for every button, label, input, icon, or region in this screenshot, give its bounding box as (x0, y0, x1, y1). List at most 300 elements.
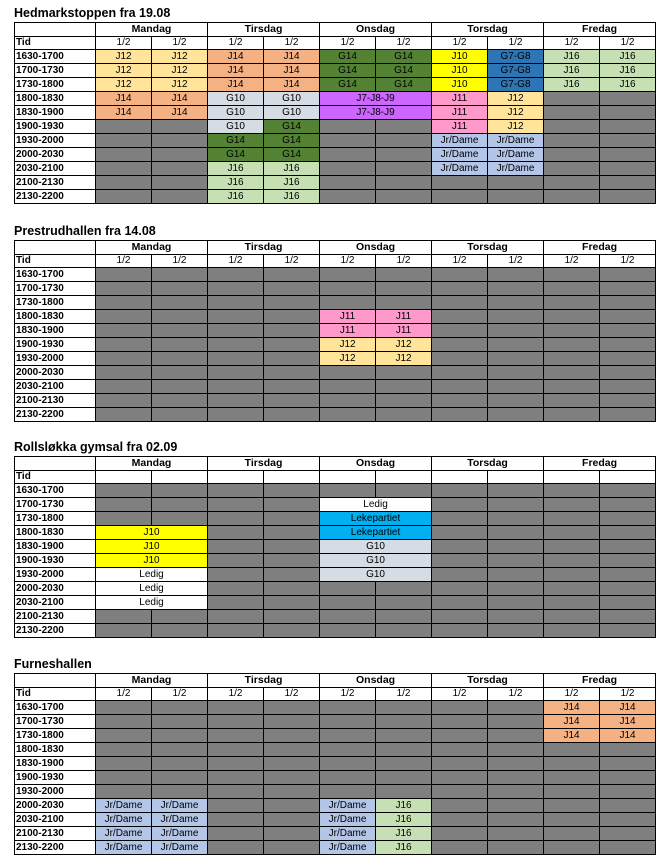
unavailable-slot (320, 715, 376, 729)
unavailable-slot (544, 512, 600, 526)
day-header-onsdag: Onsdag (320, 674, 432, 688)
unavailable-slot (152, 785, 208, 799)
unavailable-slot (600, 512, 656, 526)
unavailable-slot (600, 394, 656, 408)
unavailable-slot (488, 568, 544, 582)
booking-cell: J11 (320, 324, 376, 338)
unavailable-slot (544, 771, 600, 785)
unavailable-slot (432, 785, 488, 799)
unavailable-slot (152, 310, 208, 324)
unavailable-slot (600, 484, 656, 498)
unavailable-slot (600, 841, 656, 855)
unavailable-slot (264, 729, 320, 743)
unavailable-slot (264, 268, 320, 282)
unavailable-slot (264, 568, 320, 582)
unavailable-slot (376, 162, 432, 176)
unavailable-slot (488, 380, 544, 394)
half-label: 1/2 (152, 255, 208, 268)
unavailable-slot (432, 176, 488, 190)
booking-cell: G14 (264, 120, 320, 134)
unavailable-slot (376, 366, 432, 380)
unavailable-slot (600, 827, 656, 841)
tid-header: Tid (15, 471, 96, 484)
blank-cell (432, 471, 488, 484)
unavailable-slot (600, 380, 656, 394)
table-row (15, 64, 656, 78)
unavailable-slot (488, 596, 544, 610)
blank-cell (376, 471, 432, 484)
half-label: 1/2 (320, 255, 376, 268)
unavailable-slot (432, 582, 488, 596)
unavailable-slot (544, 785, 600, 799)
unavailable-slot (432, 701, 488, 715)
unavailable-slot (488, 841, 544, 855)
unavailable-slot (600, 624, 656, 638)
booking-cell: J10 (96, 526, 208, 540)
unavailable-slot (264, 813, 320, 827)
booking-cell: J12 (96, 64, 152, 78)
unavailable-slot (544, 394, 600, 408)
unavailable-slot (600, 785, 656, 799)
unavailable-slot (544, 408, 600, 422)
unavailable-slot (96, 176, 152, 190)
unavailable-slot (264, 540, 320, 554)
booking-cell: J14 (208, 50, 264, 64)
unavailable-slot (600, 813, 656, 827)
schedule-table (14, 240, 656, 422)
day-header-torsdag: Torsdag (432, 23, 544, 37)
time-slot: 1630-1700 (15, 701, 96, 715)
booking-cell: Jr/Dame (432, 148, 488, 162)
time-slot: 1930-2000 (15, 134, 96, 148)
unavailable-slot (320, 190, 376, 204)
unavailable-slot (264, 624, 320, 638)
unavailable-slot (488, 282, 544, 296)
booking-cell: J12 (320, 338, 376, 352)
unavailable-slot (96, 785, 152, 799)
unavailable-slot (96, 408, 152, 422)
unavailable-slot (544, 296, 600, 310)
unavailable-slot (376, 715, 432, 729)
time-slot: 1830-1900 (15, 757, 96, 771)
table-row (15, 512, 656, 526)
table-row (15, 841, 656, 855)
day-header-torsdag: Torsdag (432, 241, 544, 255)
day-header-onsdag: Onsdag (320, 23, 432, 37)
unavailable-slot (152, 120, 208, 134)
blank-cell (600, 471, 656, 484)
unavailable-slot (264, 701, 320, 715)
half-label: 1/2 (544, 688, 600, 701)
time-slot: 2100-2130 (15, 827, 96, 841)
booking-cell: Ledig (320, 498, 432, 512)
unavailable-slot (320, 120, 376, 134)
unavailable-slot (152, 408, 208, 422)
booking-cell: J11 (376, 324, 432, 338)
unavailable-slot (264, 610, 320, 624)
unavailable-slot (96, 757, 152, 771)
booking-cell: J11 (320, 310, 376, 324)
unavailable-slot (96, 120, 152, 134)
unavailable-slot (376, 484, 432, 498)
time-slot: 1900-1930 (15, 771, 96, 785)
booking-cell: G10 (208, 120, 264, 134)
unavailable-slot (600, 554, 656, 568)
time-slot: 1630-1700 (15, 50, 96, 64)
blank-cell (488, 471, 544, 484)
unavailable-slot (96, 743, 152, 757)
booking-cell: J7-J8-J9 (320, 92, 432, 106)
schedule-block-4 (14, 657, 656, 855)
day-header-fredag: Fredag (544, 23, 656, 37)
unavailable-slot (432, 282, 488, 296)
booking-cell: J16 (264, 190, 320, 204)
unavailable-slot (208, 799, 264, 813)
unavailable-slot (264, 799, 320, 813)
booking-cell: Jr/Dame (488, 134, 544, 148)
unavailable-slot (544, 827, 600, 841)
booking-cell: G10 (208, 92, 264, 106)
time-slot: 1700-1730 (15, 64, 96, 78)
section-title: Furneshallen (14, 657, 92, 671)
booking-cell: J16 (600, 64, 656, 78)
unavailable-slot (96, 729, 152, 743)
booking-cell: J10 (432, 64, 488, 78)
corner-cell (15, 241, 96, 255)
unavailable-slot (376, 596, 432, 610)
half-label: 1/2 (208, 255, 264, 268)
time-slot: 1830-1900 (15, 106, 96, 120)
unavailable-slot (376, 120, 432, 134)
table-row (15, 310, 656, 324)
unavailable-slot (376, 757, 432, 771)
booking-cell: J12 (376, 338, 432, 352)
booking-cell: G14 (208, 148, 264, 162)
unavailable-slot (432, 268, 488, 282)
table-row (15, 148, 656, 162)
table-row (15, 296, 656, 310)
table-row (15, 526, 656, 540)
time-slot: 2100-2130 (15, 394, 96, 408)
booking-cell: Lekepartiet (320, 526, 432, 540)
unavailable-slot (432, 338, 488, 352)
unavailable-slot (544, 799, 600, 813)
unavailable-slot (152, 624, 208, 638)
booking-cell: G10 (320, 568, 432, 582)
table-row (15, 554, 656, 568)
time-slot: 2100-2130 (15, 176, 96, 190)
booking-cell: Jr/Dame (96, 799, 152, 813)
booking-cell: J16 (376, 841, 432, 855)
unavailable-slot (152, 610, 208, 624)
unavailable-slot (544, 176, 600, 190)
unavailable-slot (264, 715, 320, 729)
booking-cell: J10 (96, 554, 208, 568)
unavailable-slot (600, 799, 656, 813)
unavailable-slot (208, 785, 264, 799)
day-header-tirsdag: Tirsdag (208, 674, 320, 688)
booking-cell: J12 (488, 106, 544, 120)
table-row (15, 394, 656, 408)
table-row (15, 120, 656, 134)
section-title: Hedmarkstoppen fra 19.08 (14, 6, 171, 20)
booking-cell: G14 (320, 50, 376, 64)
unavailable-slot (600, 310, 656, 324)
booking-cell: G14 (264, 134, 320, 148)
unavailable-slot (264, 554, 320, 568)
booking-cell: J10 (432, 50, 488, 64)
blank-cell (320, 471, 376, 484)
unavailable-slot (600, 296, 656, 310)
half-label: 1/2 (432, 37, 488, 50)
unavailable-slot (376, 282, 432, 296)
table-row (15, 743, 656, 757)
unavailable-slot (208, 282, 264, 296)
unavailable-slot (96, 394, 152, 408)
unavailable-slot (544, 148, 600, 162)
unavailable-slot (152, 162, 208, 176)
table-row (15, 366, 656, 380)
table-row (15, 596, 656, 610)
booking-cell: G14 (208, 134, 264, 148)
time-slot: 1900-1930 (15, 554, 96, 568)
unavailable-slot (208, 757, 264, 771)
time-slot: 1800-1830 (15, 310, 96, 324)
booking-cell: J16 (544, 50, 600, 64)
booking-cell: J14 (600, 701, 656, 715)
unavailable-slot (320, 408, 376, 422)
unavailable-slot (544, 596, 600, 610)
day-header-tirsdag: Tirsdag (208, 241, 320, 255)
unavailable-slot (432, 771, 488, 785)
unavailable-slot (208, 526, 264, 540)
unavailable-slot (152, 176, 208, 190)
time-slot: 2000-2030 (15, 366, 96, 380)
booking-cell: J14 (544, 701, 600, 715)
booking-cell: J14 (208, 78, 264, 92)
booking-cell: Jr/Dame (432, 162, 488, 176)
unavailable-slot (208, 715, 264, 729)
time-slot: 1730-1800 (15, 512, 96, 526)
half-label: 1/2 (376, 688, 432, 701)
unavailable-slot (376, 771, 432, 785)
half-label: 1/2 (376, 37, 432, 50)
unavailable-slot (96, 190, 152, 204)
unavailable-slot (208, 540, 264, 554)
unavailable-slot (152, 743, 208, 757)
unavailable-slot (264, 743, 320, 757)
unavailable-slot (264, 771, 320, 785)
table-row (15, 324, 656, 338)
unavailable-slot (208, 366, 264, 380)
time-slot: 1830-1900 (15, 540, 96, 554)
half-label: 1/2 (600, 255, 656, 268)
day-header-fredag: Fredag (544, 674, 656, 688)
unavailable-slot (432, 610, 488, 624)
booking-cell: G14 (320, 64, 376, 78)
unavailable-slot (264, 498, 320, 512)
booking-cell: G14 (264, 148, 320, 162)
unavailable-slot (376, 743, 432, 757)
table-row (15, 827, 656, 841)
unavailable-slot (544, 582, 600, 596)
unavailable-slot (432, 526, 488, 540)
unavailable-slot (320, 296, 376, 310)
booking-cell: G14 (376, 50, 432, 64)
table-row (15, 715, 656, 729)
table-row (15, 92, 656, 106)
unavailable-slot (544, 268, 600, 282)
unavailable-slot (152, 394, 208, 408)
unavailable-slot (376, 190, 432, 204)
unavailable-slot (96, 610, 152, 624)
booking-cell: J14 (152, 92, 208, 106)
unavailable-slot (432, 715, 488, 729)
unavailable-slot (320, 610, 376, 624)
blank-cell (544, 471, 600, 484)
corner-cell (15, 674, 96, 688)
unavailable-slot (96, 771, 152, 785)
day-header-mandag: Mandag (96, 23, 208, 37)
unavailable-slot (208, 771, 264, 785)
unavailable-slot (264, 484, 320, 498)
unavailable-slot (208, 268, 264, 282)
unavailable-slot (320, 148, 376, 162)
unavailable-slot (208, 512, 264, 526)
unavailable-slot (96, 268, 152, 282)
booking-cell: J12 (488, 120, 544, 134)
day-header-onsdag: Onsdag (320, 241, 432, 255)
unavailable-slot (432, 484, 488, 498)
unavailable-slot (544, 190, 600, 204)
booking-cell: G14 (320, 78, 376, 92)
half-label: 1/2 (264, 255, 320, 268)
unavailable-slot (488, 743, 544, 757)
unavailable-slot (96, 366, 152, 380)
booking-cell: G10 (264, 106, 320, 120)
unavailable-slot (544, 484, 600, 498)
unavailable-slot (264, 596, 320, 610)
tid-header: Tid (15, 688, 96, 701)
half-label: 1/2 (432, 255, 488, 268)
booking-cell: J14 (544, 729, 600, 743)
day-header-fredag: Fredag (544, 241, 656, 255)
unavailable-slot (488, 296, 544, 310)
unavailable-slot (320, 484, 376, 498)
booking-cell: Jr/Dame (432, 134, 488, 148)
booking-cell: Jr/Dame (152, 841, 208, 855)
unavailable-slot (488, 366, 544, 380)
unavailable-slot (96, 498, 152, 512)
unavailable-slot (488, 610, 544, 624)
day-header-torsdag: Torsdag (432, 674, 544, 688)
booking-cell: Ledig (96, 582, 208, 596)
time-slot: 2030-2100 (15, 162, 96, 176)
booking-cell: J14 (264, 64, 320, 78)
unavailable-slot (376, 701, 432, 715)
booking-cell: Jr/Dame (96, 841, 152, 855)
unavailable-slot (488, 813, 544, 827)
booking-cell: Jr/Dame (152, 799, 208, 813)
table-row (15, 610, 656, 624)
booking-cell: Jr/Dame (320, 841, 376, 855)
unavailable-slot (544, 813, 600, 827)
half-label: 1/2 (152, 37, 208, 50)
table-row (15, 50, 656, 64)
unavailable-slot (488, 799, 544, 813)
time-slot: 2030-2100 (15, 380, 96, 394)
table-row (15, 176, 656, 190)
day-header-mandag: Mandag (96, 241, 208, 255)
booking-cell: J16 (600, 50, 656, 64)
blank-cell (208, 471, 264, 484)
unavailable-slot (432, 729, 488, 743)
booking-cell: Ledig (96, 596, 208, 610)
booking-cell: J16 (264, 162, 320, 176)
unavailable-slot (600, 268, 656, 282)
unavailable-slot (96, 484, 152, 498)
unavailable-slot (432, 296, 488, 310)
unavailable-slot (432, 827, 488, 841)
unavailable-slot (544, 366, 600, 380)
booking-cell: J12 (96, 78, 152, 92)
schedule-block-2 (14, 224, 656, 422)
schedule-block-3 (14, 440, 656, 638)
unavailable-slot (152, 268, 208, 282)
unavailable-slot (376, 268, 432, 282)
corner-cell (15, 457, 96, 471)
unavailable-slot (376, 394, 432, 408)
blank-cell (264, 471, 320, 484)
unavailable-slot (264, 394, 320, 408)
unavailable-slot (320, 268, 376, 282)
unavailable-slot (96, 701, 152, 715)
unavailable-slot (208, 338, 264, 352)
time-slot: 1730-1800 (15, 729, 96, 743)
unavailable-slot (152, 380, 208, 394)
unavailable-slot (432, 554, 488, 568)
unavailable-slot (544, 841, 600, 855)
unavailable-slot (264, 380, 320, 394)
table-row (15, 799, 656, 813)
unavailable-slot (600, 120, 656, 134)
booking-cell: J14 (600, 729, 656, 743)
unavailable-slot (152, 701, 208, 715)
unavailable-slot (432, 324, 488, 338)
unavailable-slot (488, 554, 544, 568)
day-header-onsdag: Onsdag (320, 457, 432, 471)
unavailable-slot (208, 743, 264, 757)
unavailable-slot (544, 554, 600, 568)
table-row (15, 106, 656, 120)
time-slot: 1700-1730 (15, 715, 96, 729)
unavailable-slot (544, 120, 600, 134)
unavailable-slot (544, 380, 600, 394)
unavailable-slot (320, 282, 376, 296)
unavailable-slot (152, 282, 208, 296)
time-slot: 1630-1700 (15, 484, 96, 498)
unavailable-slot (488, 498, 544, 512)
unavailable-slot (264, 526, 320, 540)
half-label: 1/2 (320, 37, 376, 50)
unavailable-slot (544, 134, 600, 148)
unavailable-slot (264, 841, 320, 855)
unavailable-slot (152, 757, 208, 771)
unavailable-slot (152, 324, 208, 338)
unavailable-slot (152, 715, 208, 729)
time-slot: 1900-1930 (15, 338, 96, 352)
unavailable-slot (488, 190, 544, 204)
